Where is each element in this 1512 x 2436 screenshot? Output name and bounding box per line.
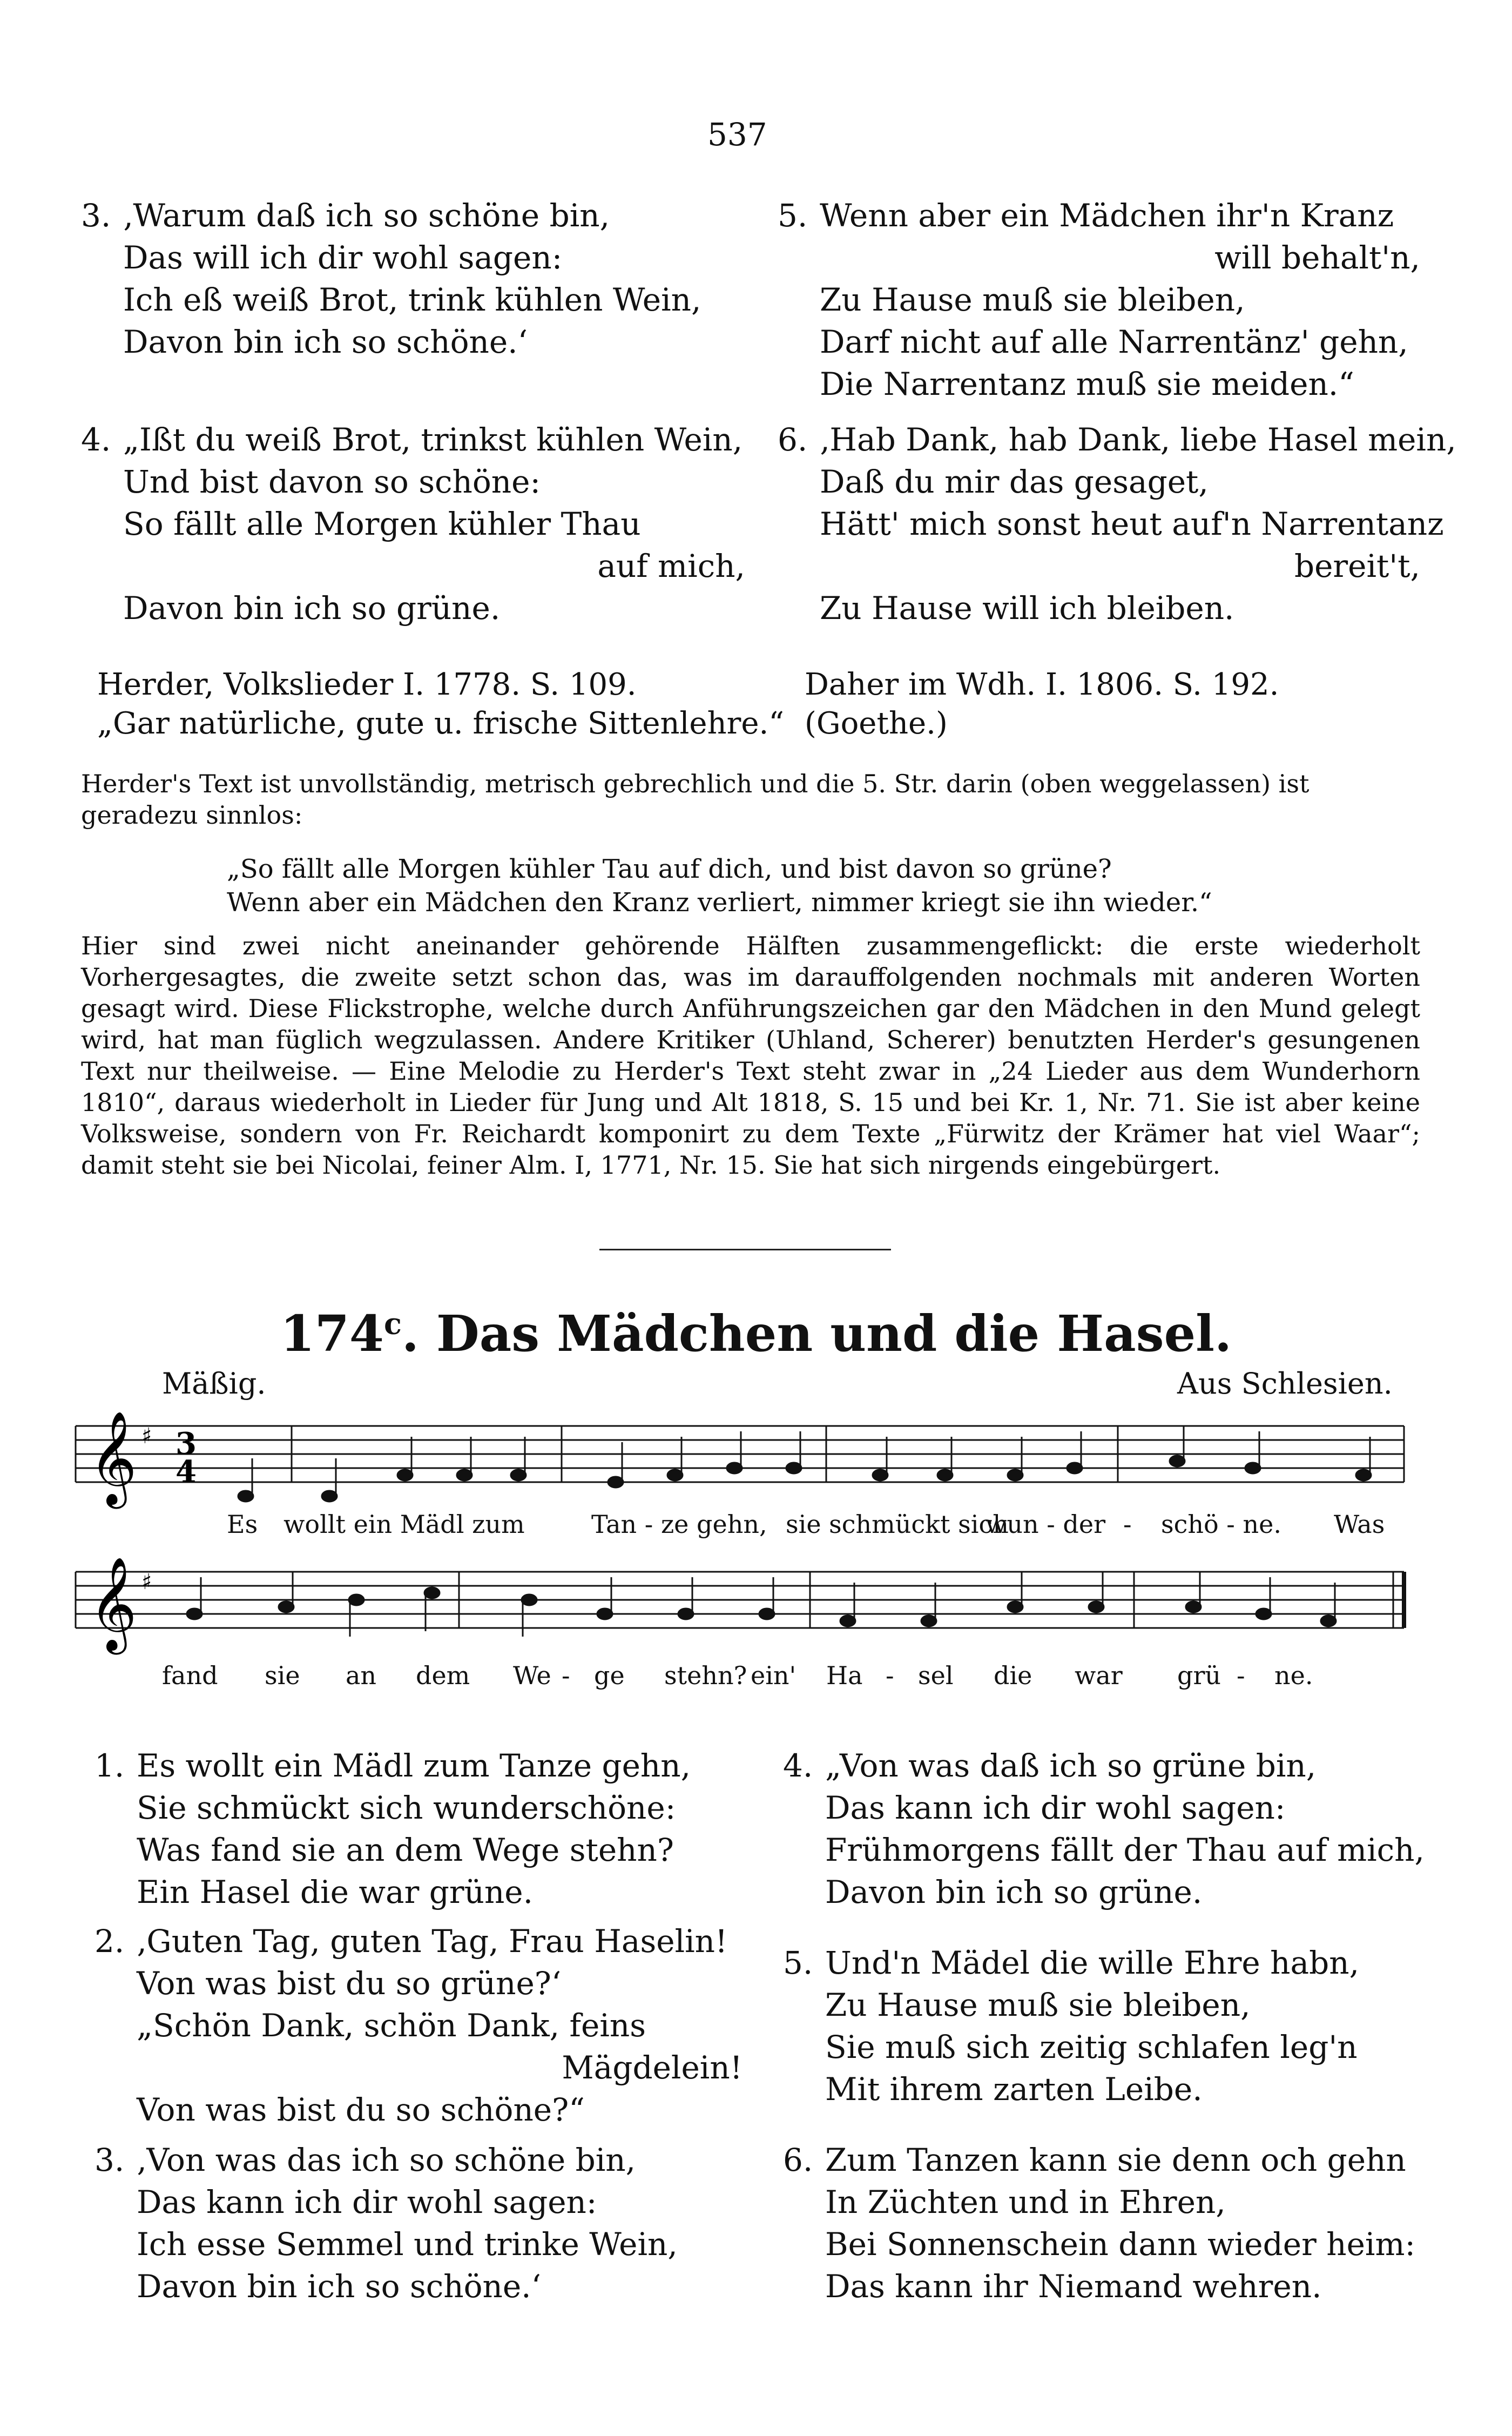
- lyric: war: [1075, 1661, 1123, 1690]
- verse-line: Was fand sie an dem Wege stehn?: [137, 1832, 674, 1868]
- lyric: Ha: [826, 1661, 863, 1690]
- verse-line: Und'n Mädel die wille Ehre habn,: [825, 1944, 1360, 1981]
- lyric: -: [1237, 1661, 1245, 1690]
- verse-line: „Ißt du weiß Brot, trinkst kühlen Wein,: [123, 421, 743, 458]
- verse-line: Darf nicht auf alle Narrentänz' gehn,: [820, 324, 1408, 360]
- lyric: die: [994, 1661, 1032, 1690]
- lyric: ne.: [1274, 1661, 1313, 1690]
- verse-top-left-3: [81, 194, 745, 363]
- lyric: an: [346, 1661, 377, 1690]
- lyric: fand: [162, 1661, 218, 1690]
- quote-block: [227, 852, 1212, 919]
- lyric: We: [513, 1661, 551, 1690]
- song-title: 174$^c$. Das Mädchen und die Hasel.: [280, 1304, 1232, 1363]
- verse-bottom-right-4: [783, 1745, 1425, 1913]
- source-line: (Goethe.): [805, 706, 948, 741]
- verse-line: Zu Hause muß sie bleiben,: [820, 281, 1245, 318]
- lyric: -: [1123, 1510, 1132, 1539]
- verse-number: 6.: [783, 2142, 813, 2178]
- verse-line: Ein Hasel die war grüne.: [137, 1874, 534, 1910]
- music-staff-1: [0, 1404, 1512, 1523]
- verse-line: Ich esse Semmel und trinke Wein,: [137, 2226, 678, 2263]
- verse-line: Hätt' mich sonst heut auf'n Narrentanz: [820, 506, 1444, 542]
- verse-bottom-left-2: [94, 1920, 742, 2131]
- lyric: -: [562, 1661, 570, 1690]
- treble-clef-icon: 𝄞: [89, 1411, 137, 1505]
- lyric: sie schmückt sich: [786, 1510, 1009, 1539]
- verse-line: Mit ihrem zarten Leibe.: [825, 2071, 1203, 2108]
- verse-line: Davon bin ich so grüne.: [825, 1874, 1203, 1910]
- verse-number: 6.: [778, 421, 808, 458]
- verse-number: 3.: [81, 197, 111, 234]
- verse-line: Es wollt ein Mädl zum Tanze gehn,: [137, 1747, 691, 1784]
- source-line: Daher im Wdh. I. 1806. S. 192.: [805, 667, 1279, 702]
- verse-bottom-left-1: [94, 1745, 742, 1913]
- commentary-2: Hier sind zwei nicht aneinander gehörende Hälften zusammengeflickt: die erste wiederholt Vorhergesagtes, die zweite setzt schon das, was im darauffolgenden nochmals mit anderen Worten gesagt wird. Diese Flickstrophe, welche durch Anführungszeichen gar den Mädchen in den Mund gelegt wird, hat man füglich wegzulassen. Andere Kritiker (Uhland, Scherer) benutzten Herder's gesungenen Text nur theilweise. — Eine Melodie zu Herder's Text steht zwar in „24 Lieder aus dem Wunderhorn 1810“, daraus wiederholt in Lieder für Jung und Alt 1818, S. 15 und bei Kr. 1, Nr. 71. Sie ist aber keine Volksweise, sondern von Fr. Reichardt komponirt zu dem Texte „Fürwitz der Krämer hat viel Waar“; damit steht sie bei Nicolai, feiner Alm. I, 1771, Nr. 15. Sie hat sich nirgends eingebürgert.: [81, 931, 1420, 1180]
- source-left: [97, 665, 784, 743]
- verse-number: 1.: [94, 1747, 125, 1784]
- song-number: 174: [280, 1304, 384, 1363]
- verse-line: Mägdelein!: [562, 2049, 742, 2086]
- verse-line: Zu Hause will ich bleiben.: [820, 590, 1234, 627]
- verse-line: Davon bin ich so grüne.: [123, 590, 501, 627]
- verse-line: „Von was daß ich so grüne bin,: [825, 1747, 1317, 1784]
- lyric: ein': [751, 1661, 796, 1690]
- verse-line: Zum Tanzen kann sie denn och gehn: [825, 2142, 1406, 2178]
- verse-top-left-4: [81, 419, 745, 629]
- quote-line: „So fällt alle Morgen kühler Tau auf dich, und bist davon so grüne?: [227, 854, 1112, 884]
- verse-line: bereit't,: [1294, 548, 1420, 584]
- verse-top-right-6: [778, 419, 1456, 629]
- lyric: wun - der: [986, 1510, 1106, 1539]
- verse-line: Ich eß weiß Brot, trink kühlen Wein,: [123, 281, 701, 318]
- music-staff-2: [0, 1550, 1512, 1669]
- time-signature-bottom: 4: [176, 1454, 197, 1490]
- verse-line: will behalt'n,: [1214, 239, 1420, 276]
- verse-number: 5.: [783, 1944, 813, 1981]
- lyric: grü: [1177, 1661, 1221, 1690]
- verse-bottom-right-6: [783, 2139, 1420, 2307]
- verse-line: auf mich,: [597, 548, 745, 584]
- lyrics-line-2: [0, 1661, 1512, 1693]
- verse-number: 5.: [778, 197, 808, 234]
- verse-line: Frühmorgens fällt der Thau auf mich,: [825, 1832, 1425, 1868]
- source-line: Herder, Volkslieder I. 1778. S. 109.: [97, 667, 637, 702]
- lyric: dem: [416, 1661, 470, 1690]
- lyric: sel: [918, 1661, 954, 1690]
- verse-number: 4.: [81, 421, 111, 458]
- treble-clef-icon: 𝄞: [89, 1557, 137, 1651]
- song-title-text: Das Mädchen und die Hasel.: [436, 1304, 1232, 1363]
- verse-line: Das kann ihr Niemand wehren.: [825, 2268, 1322, 2305]
- verse-bottom-left-3: [94, 2139, 742, 2307]
- verse-line: Und bist davon so schöne:: [123, 463, 541, 500]
- verse-bottom-right-5: [783, 1942, 1420, 2110]
- verse-line: So fällt alle Morgen kühler Thau: [123, 506, 641, 542]
- lyric: schö - ne.: [1161, 1510, 1281, 1539]
- verse-line: „Schön Dank, schön Dank, feins: [137, 2007, 646, 2044]
- verse-line: Zu Hause muß sie bleiben,: [825, 1987, 1251, 2023]
- verse-line: ‚Von was das ich so schöne bin,: [137, 2142, 636, 2178]
- verse-line: ‚Guten Tag, guten Tag, Frau Haselin!: [137, 1923, 728, 1960]
- lyric: sie: [265, 1661, 300, 1690]
- verse-line: ‚Warum daß ich so schöne bin,: [123, 197, 610, 234]
- verse-line: Wenn aber ein Mädchen ihr'n Kranz: [820, 197, 1394, 234]
- verse-line: Bei Sonnenschein dann wieder heim:: [825, 2226, 1415, 2263]
- divider-rule: [599, 1249, 891, 1250]
- verse-line: Das kann ich dir wohl sagen:: [137, 2184, 597, 2220]
- verse-line: Die Narrentanz muß sie meiden.“: [820, 366, 1354, 402]
- sharp-icon: ♯: [141, 1570, 152, 1594]
- time-signature-top: 3: [176, 1426, 197, 1462]
- verse-line: Sie schmückt sich wunderschöne:: [137, 1789, 676, 1826]
- verse-line: Sie muß sich zeitig schlafen leg'n: [825, 2029, 1358, 2065]
- tempo-marking: Mäßig.: [162, 1367, 266, 1401]
- lyric: Was: [1334, 1510, 1385, 1539]
- lyric: Es: [227, 1510, 258, 1539]
- verse-number: 2.: [94, 1923, 125, 1960]
- page-number: 537: [707, 116, 767, 153]
- lyric: stehn?: [664, 1661, 747, 1690]
- verse-line: Das will ich dir wohl sagen:: [123, 239, 563, 276]
- lyrics-line-1: [0, 1510, 1512, 1542]
- verse-line: In Züchten und in Ehren,: [825, 2184, 1226, 2220]
- source-right: [805, 665, 1279, 743]
- quote-line: Wenn aber ein Mädchen den Kranz verliert, nimmer kriegt sie ihn wieder.“: [227, 887, 1212, 918]
- verse-top-right-5: [778, 194, 1420, 405]
- commentary-1: Herder's Text ist unvollständig, metrisch gebrechlich und die 5. Str. darin (oben weggelassen) ist geradezu sinnlos:: [81, 769, 1310, 830]
- verse-line: Von was bist du so grüne?‘: [137, 1965, 562, 2002]
- verse-line: Davon bin ich so schöne.‘: [137, 2268, 542, 2305]
- song-number-sup: c: [383, 1306, 402, 1341]
- verse-line: Daß du mir das gesaget,: [820, 463, 1209, 500]
- verse-line: ‚Hab Dank, hab Dank, liebe Hasel mein,: [820, 421, 1456, 458]
- verse-number: 4.: [783, 1747, 813, 1784]
- verse-line: Von was bist du so schöne?“: [137, 2091, 585, 2128]
- song-origin: Aus Schlesien.: [1177, 1367, 1393, 1401]
- lyric: -: [886, 1661, 894, 1690]
- verse-line: Das kann ich dir wohl sagen:: [825, 1789, 1286, 1826]
- lyric: wollt ein Mädl zum: [284, 1510, 525, 1539]
- sharp-icon: ♯: [141, 1424, 152, 1449]
- lyric: Tan - ze gehn,: [591, 1510, 767, 1539]
- verse-line: Davon bin ich so schöne.‘: [123, 324, 528, 360]
- lyric: ge: [594, 1661, 625, 1690]
- verse-number: 3.: [94, 2142, 125, 2178]
- source-line: „Gar natürliche, gute u. frische Sittenlehre.“: [97, 706, 784, 741]
